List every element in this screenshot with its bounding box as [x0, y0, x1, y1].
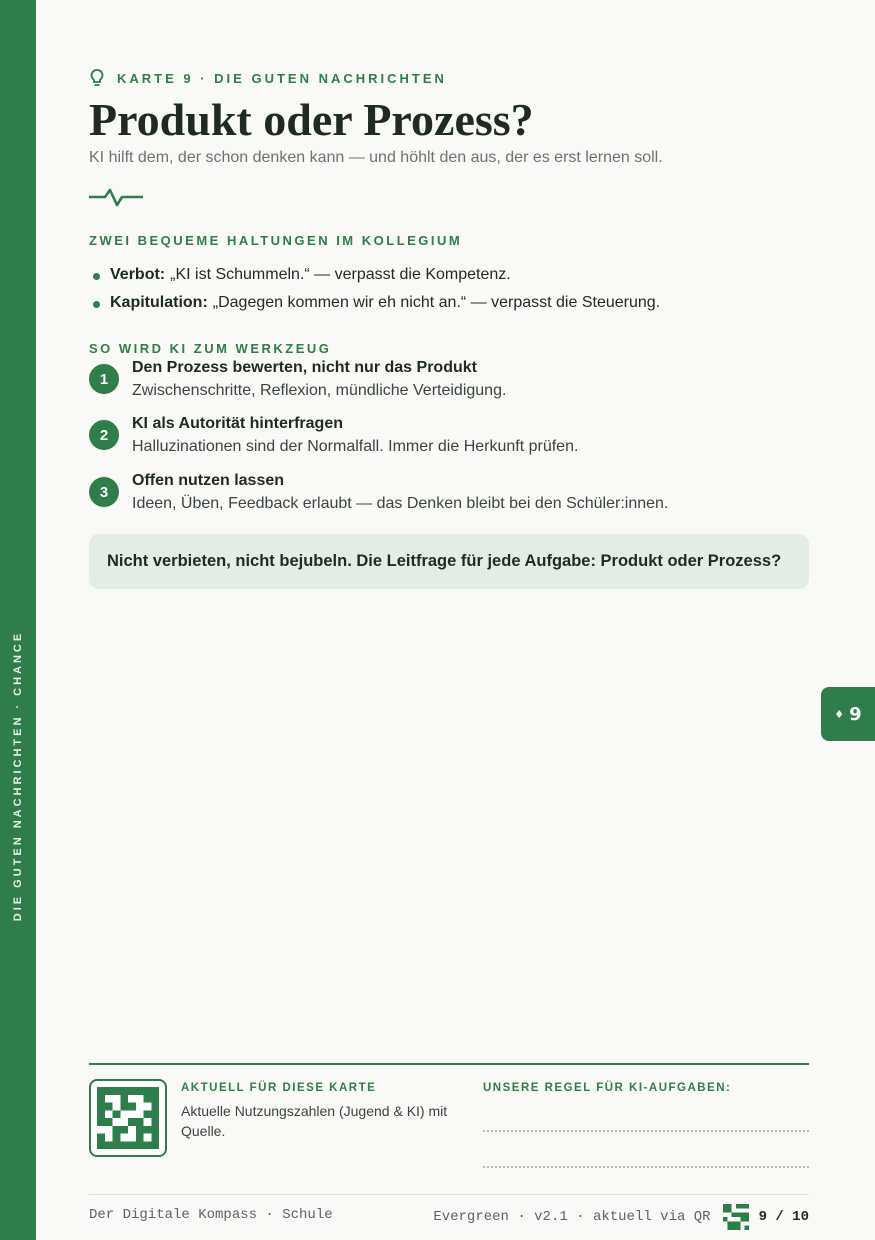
section-heading-tools: SO WIRD KI ZUM WERKZEUG — [89, 341, 332, 356]
footer-version: Evergreen · v2.1 · aktuell via QR — [433, 1209, 711, 1225]
step-description: Ideen, Üben, Feedback erlaubt — das Denken bleibt bei den Schüler:innen. — [132, 495, 669, 512]
eyebrow — [89, 68, 447, 88]
step-description: Halluzinationen sind der Normalfall. Immer die Herkunft prüfen. — [132, 438, 579, 455]
qr-code-icon — [97, 1087, 159, 1149]
list-item — [89, 266, 511, 284]
step-title: KI als Autorität hinterfragen — [132, 415, 343, 432]
diamond-icon: ♦ — [834, 707, 845, 721]
page-title: Produkt oder Prozess? — [89, 94, 534, 145]
section-heading-attitudes: ZWEI BEQUEME HALTUNGEN IM KOLLEGIUM — [89, 233, 463, 248]
step-number: 2 — [89, 420, 119, 450]
bullet-label: Kapitulation: — [110, 294, 208, 311]
card-number-tab[interactable] — [821, 687, 875, 741]
qr-heading: AKTUELL FÜR DIESE KARTE — [181, 1082, 377, 1094]
card-number: 9 — [849, 703, 862, 725]
qr-code[interactable] — [89, 1079, 167, 1157]
lightbulb-icon — [89, 68, 105, 88]
footer-meta — [433, 1204, 809, 1230]
footer-thin-divider — [89, 1194, 809, 1195]
step-description: Zwischenschritte, Reflexion, mündliche Verteidigung. — [132, 382, 507, 399]
eyebrow-label: KARTE 9 · DIE GUTEN NACHRICHTEN — [117, 70, 447, 86]
qr-description: Aktuelle Nutzungszahlen (Jugend & KI) mit Quelle. — [181, 1103, 448, 1139]
step-number: 1 — [89, 364, 119, 394]
bullet-text: „KI ist Schummeln.“ — verpasst die Kompetenz. — [170, 266, 511, 283]
bullet-label: Verbot: — [110, 266, 166, 283]
pulse-icon — [89, 186, 143, 208]
list-item — [89, 294, 660, 312]
rule-writing-line[interactable] — [483, 1166, 809, 1168]
side-label: DIE GUTEN NACHRICHTEN · CHANCE — [12, 630, 24, 922]
bullet-icon — [93, 301, 100, 308]
page-number: 9 / 10 — [758, 1209, 809, 1225]
side-bar — [0, 0, 36, 1240]
step-title: Den Prozess bewerten, nicht nur das Produkt — [132, 359, 477, 376]
bullet-icon — [93, 273, 100, 280]
bullet-text: „Dagegen kommen wir eh nicht an.“ — verpasst die Steuerung. — [212, 294, 661, 311]
step-number: 3 — [89, 477, 119, 507]
qr-mini-icon — [723, 1204, 749, 1230]
page-subtitle: KI hilft dem, der schon denken kann — und höhlt den aus, der es erst lernen soll. — [89, 149, 663, 166]
footer-publication: Der Digitale Kompass · Schule — [89, 1207, 333, 1223]
rule-heading: UNSERE REGEL FÜR KI-AUFGABEN: — [483, 1082, 732, 1094]
footer-divider — [89, 1063, 809, 1065]
rule-writing-line[interactable] — [483, 1130, 809, 1132]
key-question-callout: Nicht verbieten, nicht bejubeln. Die Leitfrage für jede Aufgabe: Produkt oder Prozess? — [89, 534, 809, 589]
step-title: Offen nutzen lassen — [132, 472, 285, 489]
